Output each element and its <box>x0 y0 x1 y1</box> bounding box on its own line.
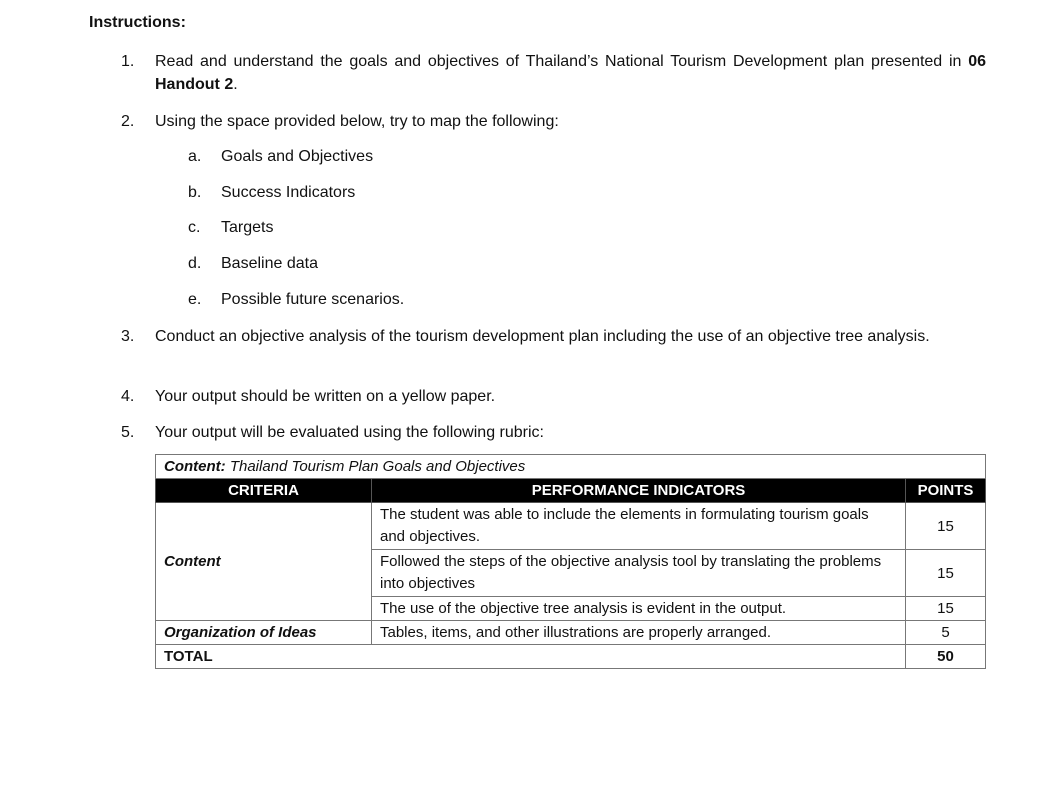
criteria-organization: Organization of Ideas <box>156 621 372 645</box>
rubric-caption-row <box>156 455 986 479</box>
total-label: TOTAL <box>156 645 906 669</box>
points-cell: 15 <box>906 550 986 597</box>
indicator-cell: Tables, items, and other illustrations are properly arranged. <box>372 621 906 645</box>
rubric-caption: Content: Thailand Tourism Plan Goals and Objectives <box>156 455 986 479</box>
total-row <box>156 645 986 669</box>
table-row <box>156 503 986 550</box>
table-row <box>156 621 986 645</box>
rubric-header-row <box>156 479 986 503</box>
rubric-table <box>155 454 986 669</box>
header-criteria: CRITERIA <box>156 479 372 503</box>
header-performance: PERFORMANCE INDICATORS <box>372 479 906 503</box>
instructions-heading: Instructions: <box>89 14 186 31</box>
points-cell: 15 <box>906 597 986 621</box>
indicator-cell: The student was able to include the elements in formulating tourism goals and objectives. <box>372 503 906 550</box>
criteria-content: Content <box>156 503 372 621</box>
indicator-cell: The use of the objective tree analysis is evident in the output. <box>372 597 906 621</box>
header-points: POINTS <box>906 479 986 503</box>
indicator-cell: Followed the steps of the objective analysis tool by translating the problems into objectives <box>372 550 906 597</box>
points-cell: 15 <box>906 503 986 550</box>
instruction-1: 1. Read and understand the goals and objectives of Thailand’s National Tourism Development plan presented in 06 Handout 2. <box>121 53 986 93</box>
instruction-3: 3. Conduct an objective analysis of the tourism development plan including the use of an objective tree analysis. <box>121 328 930 345</box>
total-points: 50 <box>906 645 986 669</box>
points-cell: 5 <box>906 621 986 645</box>
